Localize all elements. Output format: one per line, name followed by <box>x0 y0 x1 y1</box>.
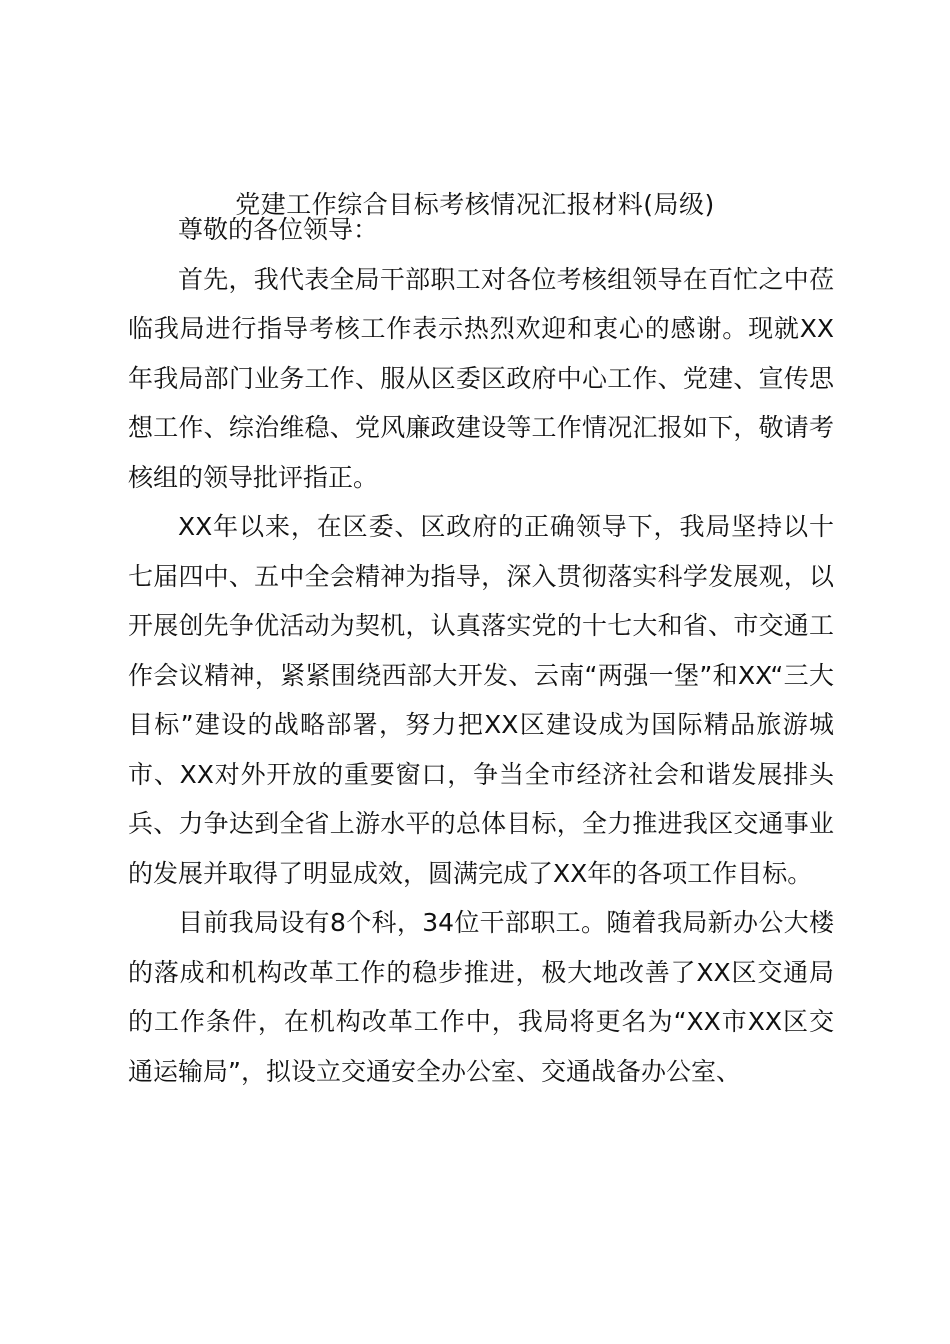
paragraph-organization: 目前我局设有8个科，34位干部职工。随着我局新办公大楼的落成和机构改革工作的稳步推进，极大地改善了XX区交通局的工作条件，在机构改革工作中，我局将更名为“XX市XX区交通运输局”，拟设立交通安全办公室、交通战备办公室、 <box>128 908 834 1086</box>
paragraph-overview: XX年以来，在区委、区政府的正确领导下，我局坚持以十七届四中、五中全会精神为指导，深入贯彻落实科学发展观，以开展创先争优活动为契机，认真落实党的十七大和省、市交通工作会议精神，紧紧围绕西部大开发、云南“两强一堡”和XX“三大目标”建设的战略部署，努力把XX区建设成为国际精品旅游城市、XX对外开放的重要窗口，争当全市经济社会和谐发展排头兵、力争达到全省上游水平的总体目标，全力推进我区交通事业的发展并取得了明显成效，圆满完成了XX年的各项工作目标。 <box>128 512 834 888</box>
salutation: 尊敬的各位领导： <box>178 215 379 244</box>
document-body <box>128 205 834 1096</box>
document-title: 党建工作综合目标考核情况汇报材料(局级) <box>235 190 715 219</box>
paragraph-intro: 首先，我代表全局干部职工对各位考核组领导在百忙之中莅临我局进行指导考核工作表示热烈欢迎和衷心的感谢。现就XX年我局部门业务工作、服从区委区政府中心工作、党建、宣传思想工作、综治维稳、党风廉政建设等工作情况汇报如下，敬请考核组的领导批评指正。 <box>128 264 834 492</box>
